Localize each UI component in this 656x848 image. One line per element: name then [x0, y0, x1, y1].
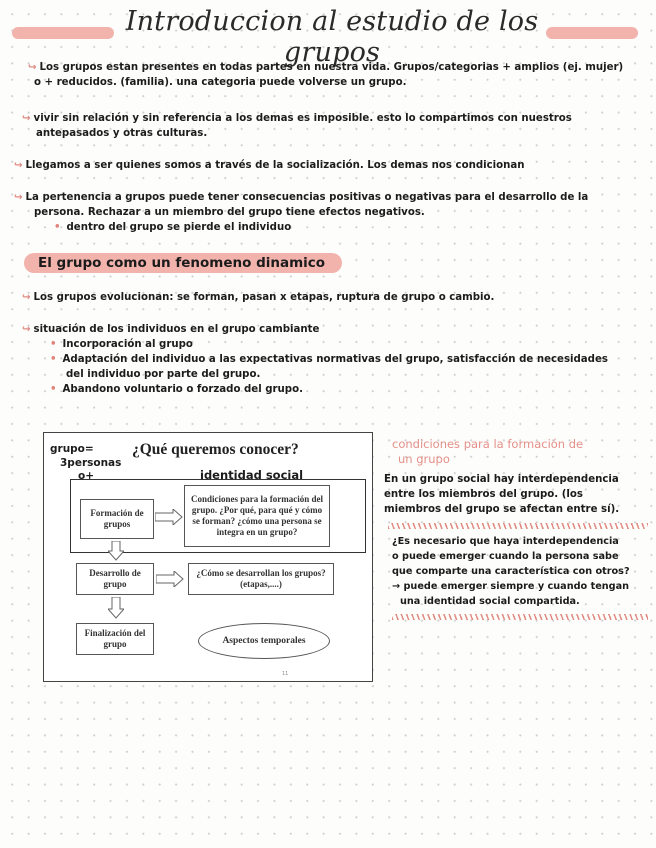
title-highlight-right	[546, 27, 638, 39]
right-para-2-line-3: que comparte una característica con otros?	[392, 566, 630, 577]
diagram-slide	[43, 432, 373, 682]
note-4-bullet: dentro del grupo se pierde el individuo	[66, 222, 292, 233]
title-highlight-left	[12, 27, 114, 39]
bullet-icon: •	[50, 384, 57, 395]
right-heading	[392, 437, 583, 467]
right-para-2-line-2: o puede emerger cuando la persona sabe	[392, 551, 619, 562]
box-formacion: Formación de grupos	[80, 499, 154, 539]
note-4-line-2: persona. Rechazar a un miembro del grupo tiene efectos negativos.	[34, 207, 425, 218]
page-title: Introduccion al estudio de los grupos	[125, 6, 539, 68]
situation-bullet-1: Incorporación al grupo	[62, 339, 193, 350]
note-3-line-1: Llegamos a ser quienes somos a través de la socialización. Los demas nos condicionan	[25, 160, 525, 171]
note-1	[28, 60, 648, 90]
right-para-1-line-1: En un grupo social hay interdependencia	[384, 474, 619, 485]
note-dynamic-text: Los grupos evolucionan: se forman, pasan x etapas, ruptura de grupo o cambio.	[33, 292, 495, 303]
note-3	[14, 158, 648, 173]
note-2-line-2: antepasados y otras culturas.	[36, 128, 208, 139]
diagram-title: ¿Qué queremos conocer?	[132, 441, 299, 458]
note-situation-text: situación de los individuos en el grupo cambiante	[33, 324, 320, 335]
arrow-icon: ↪	[22, 324, 31, 335]
situation-bullet-2: Adaptación del individuo a las expectativas normativas del grupo, satisfacción de necesidades	[62, 354, 608, 365]
right-para-1-line-2: entre los miembros del grupo. (los	[384, 489, 583, 500]
section-heading: El grupo como un fenomeno dinamico	[38, 255, 326, 271]
bullet-icon: •	[50, 339, 57, 350]
note-4	[14, 190, 648, 235]
arrow-down-1	[108, 541, 124, 561]
situation-bullet-3: Abandono voluntario o forzado del grupo.	[62, 384, 303, 395]
note-1-line-2: o + reducidos. (familia). una categoria puede volverse un grupo.	[34, 77, 407, 88]
right-para-1	[384, 472, 652, 517]
note-1-line-1: Los grupos estan presentes en todas partes en nuestra vida. Grupos/categorias + amplios (ej. mujer)	[39, 62, 624, 73]
arrow-icon: ↪	[14, 160, 23, 171]
slide-number: 11	[282, 671, 289, 677]
right-heading-line-1: condiciones para la formación de	[392, 437, 584, 451]
box-como: ¿Cómo se desarrollan los grupos? (etapas,....)	[188, 563, 334, 595]
box-desarrollo: Desarrollo de grupo	[76, 563, 154, 595]
note-2	[22, 111, 648, 141]
note-2-line-1: vivir sin relación y sin referencia a los demas es imposible. esto lo compartimos con nuestros	[33, 113, 572, 124]
hand-note-grupo: grupo=	[50, 443, 94, 455]
arrow-icon: ↪	[22, 113, 31, 124]
right-para-2	[392, 534, 654, 609]
note-situation	[22, 322, 652, 397]
right-heading-line-2: un grupo	[398, 452, 450, 466]
right-para-2-line-1: ¿Es necesario que haya interdependencia	[392, 536, 619, 547]
note-dynamic	[22, 290, 648, 305]
arrow-icon: ↪	[22, 292, 31, 303]
note-4-line-1: La pertenencia a grupos puede tener consecuencias positivas o negativas para el desarrollo de la	[25, 192, 589, 203]
bullet-icon: •	[54, 222, 61, 233]
hatch-bottom	[392, 614, 648, 620]
right-para-2-line-5: una identidad social compartida.	[400, 596, 580, 607]
ellipse-aspectos: Aspectos temporales	[198, 623, 330, 659]
arrow-formacion-condiciones	[155, 509, 183, 525]
bullet-icon: •	[50, 354, 57, 365]
hand-note-plus: o+	[78, 470, 95, 482]
arrow-down-2	[108, 597, 124, 619]
right-para-2-line-4: → puede emerger siempre y cuando tengan	[392, 581, 630, 592]
situation-bullet-2-cont: del individuo por parte del grupo.	[66, 369, 261, 380]
arrow-icon: ↪	[28, 62, 37, 73]
box-condiciones: Condiciones para la formación del grupo. ¿Por qué, para qué y cómo se forman? ¿cómo una persona se integra en un grupo?	[184, 485, 330, 547]
box-finalizacion: Finalización del grupo	[76, 623, 154, 655]
arrow-icon: ↪	[14, 192, 23, 203]
hand-note-personas: 3personas	[60, 457, 122, 469]
hand-note-identidad: identidad social	[200, 468, 304, 482]
hatch-top	[388, 523, 648, 529]
arrow-desarrollo-como	[156, 571, 184, 587]
right-para-1-line-3: miembros del grupo se afectan entre sí).	[384, 504, 620, 515]
